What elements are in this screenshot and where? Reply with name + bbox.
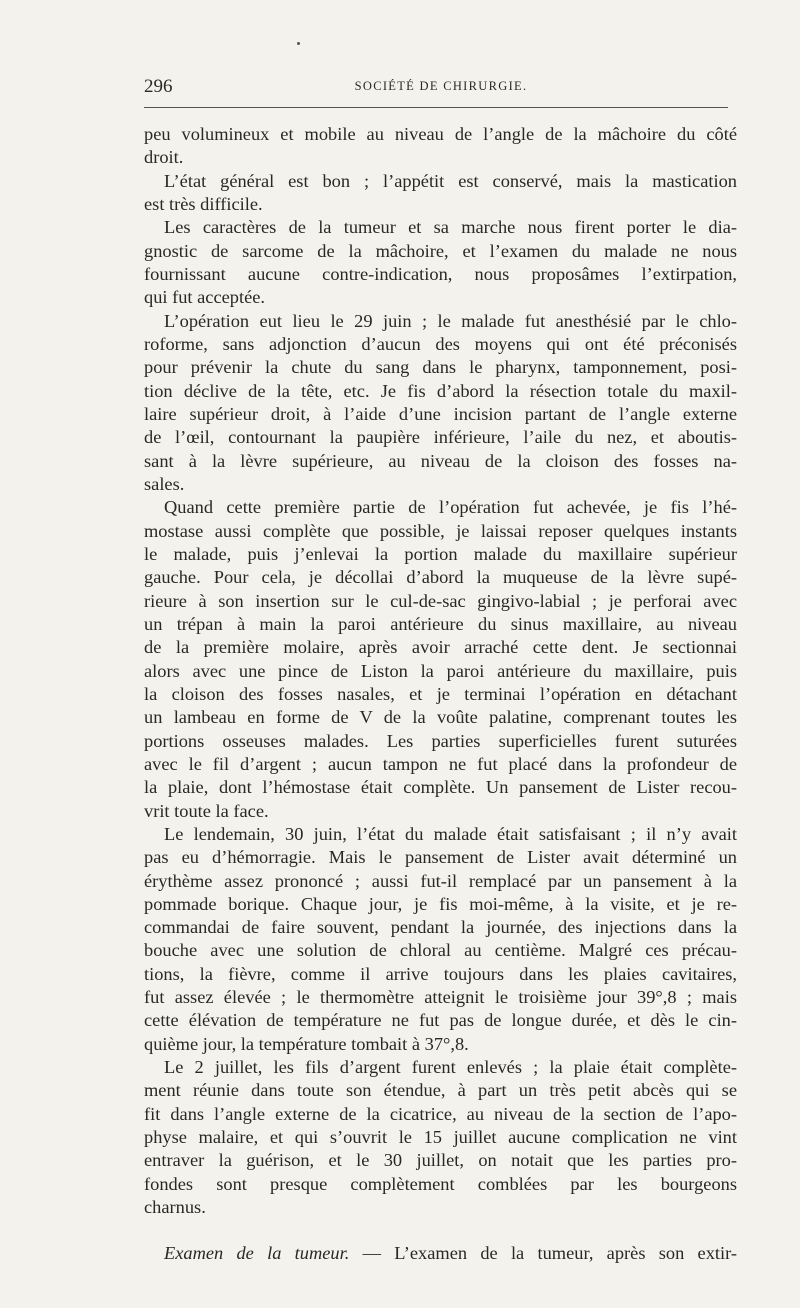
text-line: gauche. Pour cela, je décollai d’abord la muqueuse de la lèvre supé- <box>144 567 737 588</box>
text-line: un lambeau en forme de V de la voûte palatine, comprenant toutes les <box>144 707 737 728</box>
text-line: cette élévation de température ne fut pas de longue durée, et dès le cin- <box>144 1010 737 1031</box>
text-line: mostase aussi complète que possible, je laissai reposer quelques instants <box>144 520 737 541</box>
text-line: tion déclive de la tête, etc. Je fis d’abord la résection totale du maxil- <box>144 380 737 401</box>
text-line: physe malaire, et qui s’ouvrit le 15 juillet aucune complication ne vint <box>144 1127 737 1148</box>
text-line: tions, la fièvre, comme il arrive toujours dans les plaies cavitaires, <box>144 963 737 984</box>
text-line: sales. <box>144 473 185 494</box>
text-line: un trépan à main la paroi antérieure du sinus maxillaire, au niveau <box>144 613 737 634</box>
text-line: ment réunie dans toute son étendue, à part un très petit abcès qui se <box>144 1080 737 1101</box>
text-line: droit. <box>144 147 184 168</box>
body-text <box>144 123 737 1266</box>
text-line: fut assez élevée ; le thermomètre atteignit le troisième jour 39°,8 ; mais <box>144 987 737 1008</box>
text-line: la cloison des fosses nasales, et je terminai l’opération en détachant <box>144 683 737 704</box>
text-line: de la première molaire, après avoir arraché cette dent. Je sectionnai <box>144 637 737 658</box>
text-line: gnostic de sarcome de la mâchoire, et l’examen du malade ne nous <box>144 240 737 261</box>
text-line: fit dans l’angle externe de la cicatrice, au niveau de la section de l’apo- <box>144 1103 737 1124</box>
text-line: Le lendemain, 30 juin, l’état du malade était satisfaisant ; il n’y avait <box>164 823 737 844</box>
text-line: qui fut acceptée. <box>144 287 266 308</box>
section-heading: Examen de la tumeur. <box>164 1243 350 1264</box>
text-line: Quand cette première partie de l’opération fut achevée, je fis l’hé- <box>164 497 737 518</box>
text-line: est très difficile. <box>144 193 263 214</box>
text-line: quième jour, la température tombait à 37°,8. <box>144 1033 469 1054</box>
section-gap <box>144 1219 737 1242</box>
text-line: rieure à son insertion sur le cul-de-sac gingivo-labial ; je perforai avec <box>144 590 737 611</box>
text-line: la plaie, dont l’hémostase était complète. Un pansement de Lister recou- <box>144 777 737 798</box>
text-line: bouche avec une solution de chloral au centième. Malgré ces précau- <box>144 940 737 961</box>
text-line: érythème assez prononcé ; aussi fut-il remplacé par un pansement à la <box>144 870 737 891</box>
text-line: fournissant aucune contre-indication, nous proposâmes l’extirpation, <box>144 263 737 284</box>
text-line: pas eu d’hémorragie. Mais le pansement de Lister avait déterminé un <box>144 847 737 868</box>
text-line: pommade borique. Chaque jour, je fis moi-même, à la visite, et je re- <box>144 893 737 914</box>
running-title: SOCIÉTÉ DE CHIRURGIE. <box>354 79 528 93</box>
text-line: fondes sont presque complètement comblées par les bourgeons <box>144 1173 737 1194</box>
text-line: alors avec une pince de Liston la paroi antérieure du maxillaire, puis <box>144 660 737 681</box>
text-line: le malade, puis j’enlevai la portion malade du maxillaire supérieur <box>144 543 737 564</box>
text-line: de l’œil, contournant la paupière inférieure, l’aile du nez, et aboutis- <box>144 427 737 448</box>
header-rule <box>144 107 728 108</box>
text-line: entraver la guérison, et le 30 juillet, on notait que les parties pro- <box>144 1150 737 1171</box>
text-line: avec le fil d’argent ; aucun tampon ne fut placé dans la profondeur de <box>144 753 737 774</box>
page-header <box>144 76 738 98</box>
text-line: sant à la lèvre supérieure, au niveau de la cloison des fosses na- <box>144 450 737 471</box>
page-number: 296 <box>144 76 173 97</box>
text-line: commandai de faire souvent, pendant la journée, des injections dans la <box>144 917 737 938</box>
section-text: — L’examen de la tumeur, après son extir- <box>349 1243 737 1264</box>
text-line: Le 2 juillet, les fils d’argent furent enlevés ; la plaie était complète- <box>164 1057 737 1078</box>
text-line: charnus. <box>144 1197 206 1218</box>
text-line: laire supérieur droit, à l’aide d’une incision partant de l’angle externe <box>144 403 737 424</box>
text-line: pour prévenir la chute du sang dans le pharynx, tamponnement, posi- <box>144 357 737 378</box>
text-line: L’état général est bon ; l’appétit est conservé, mais la mastication <box>164 170 737 191</box>
text-line: vrit toute la face. <box>144 800 269 821</box>
ink-dot <box>297 42 300 45</box>
text-line: portions osseuses malades. Les parties superficielles furent suturées <box>144 730 737 751</box>
text-line: roforme, sans adjonction d’aucun des moyens qui ont été préconisés <box>144 333 737 354</box>
section-heading-line <box>144 1242 737 1265</box>
text-line: peu volumineux et mobile au niveau de l’angle de la mâchoire du côté <box>144 124 737 144</box>
text-line: Les caractères de la tumeur et sa marche nous firent porter le dia- <box>164 217 737 238</box>
text-line: L’opération eut lieu le 29 juin ; le malade fut anesthésié par le chlo- <box>164 310 737 331</box>
